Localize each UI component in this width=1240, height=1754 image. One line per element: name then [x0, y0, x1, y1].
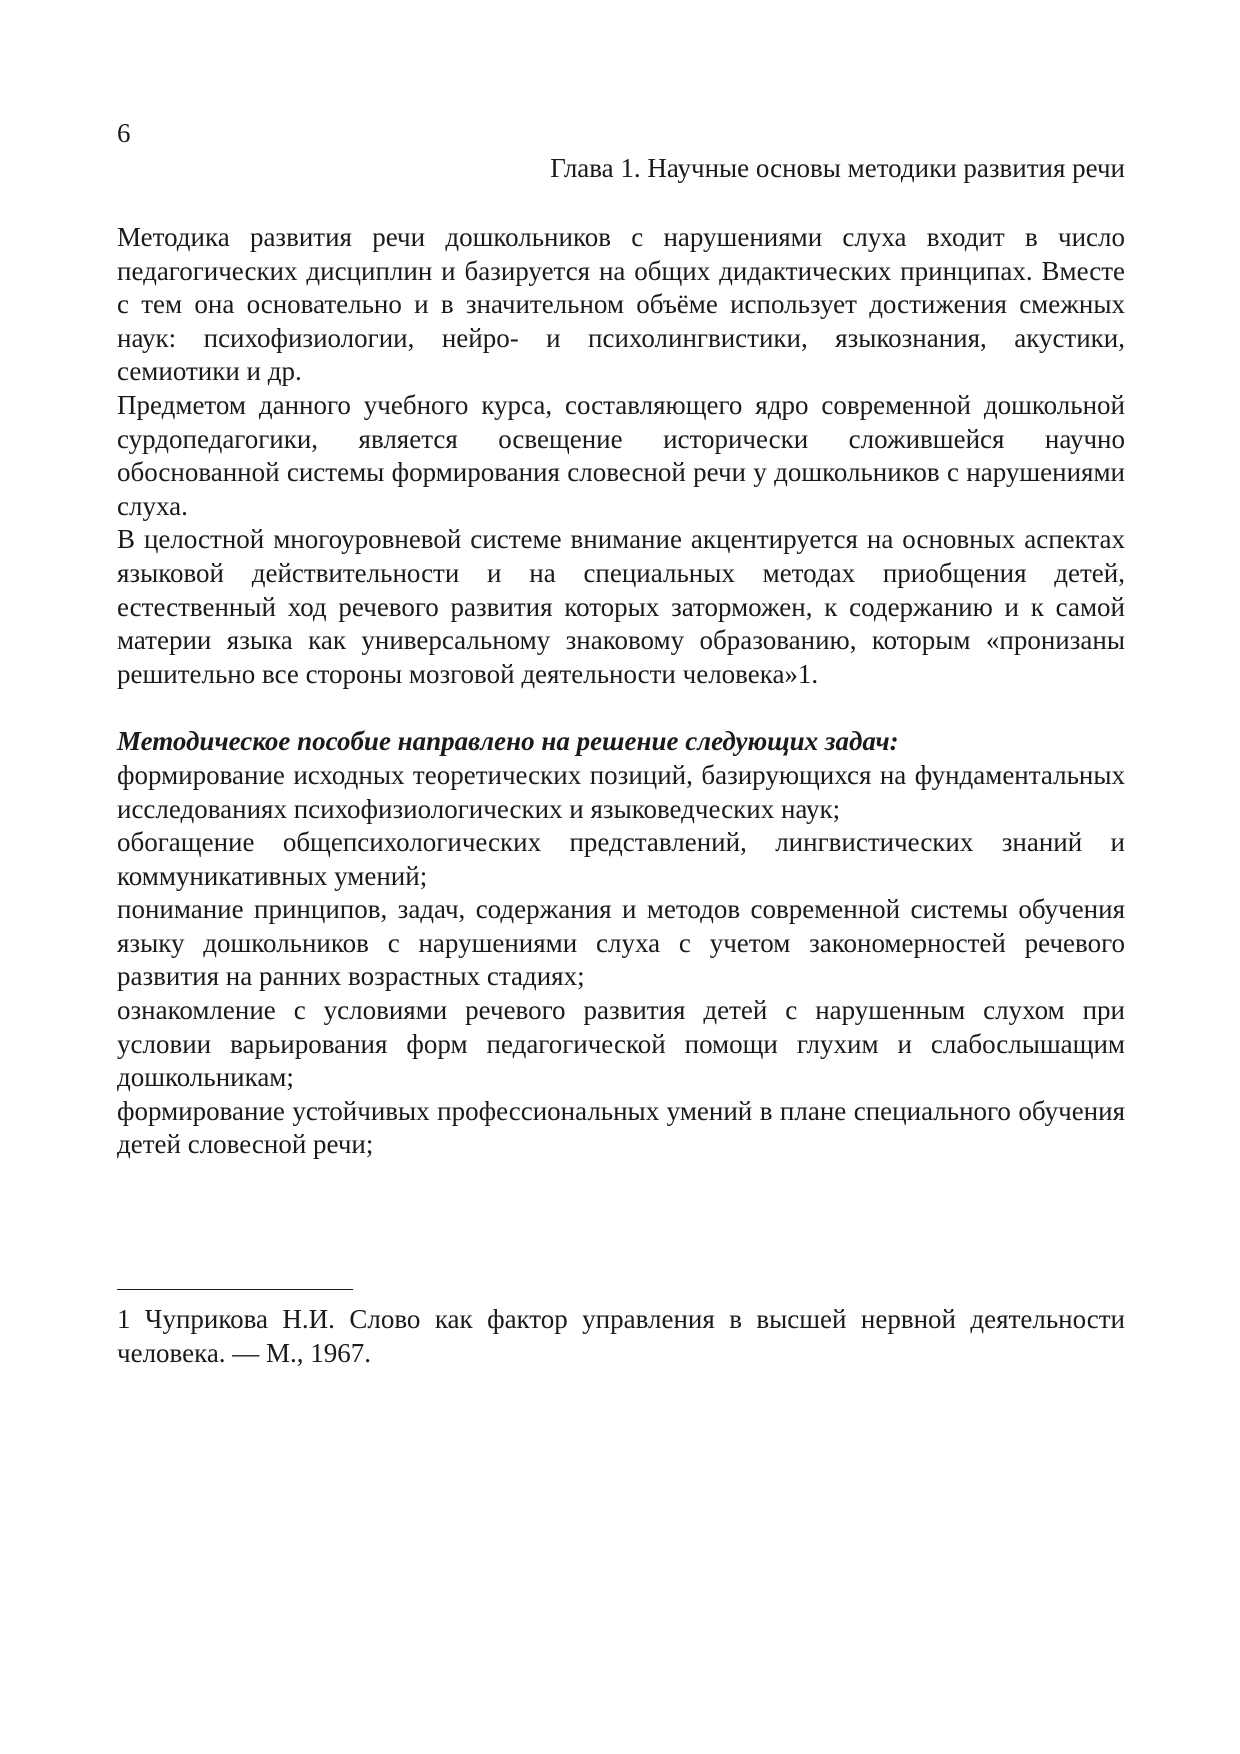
footnote-divider [117, 1289, 353, 1290]
footnote: 1 Чуприкова Н.И. Слово как фактор управления в высшей нервной деятельности человека. — М., 1967. [117, 1304, 1125, 1368]
paragraph-subject: Предметом данного учебного курса, составляющего ядро современной дошкольной сурдопедагогики, является освещение исторически сложившейся научно обоснованной системы формирования словесной речи у дошкольников с нарушениями слуха. [117, 389, 1125, 521]
task-item: формирование исходных теоретических позиций, базирующихся на фундаментальных исследованиях психофизиологических и языковедческих наук; [117, 759, 1125, 824]
task-item: обогащение общепсихологических представлений, лингвистических знаний и коммуникативных умений; [117, 827, 1125, 891]
running-header: Глава 1. Научные основы методики развития речи [550, 153, 1125, 183]
page-number: 6 [117, 118, 131, 148]
task-item: формирование устойчивых профессиональных умений в плане специального обучения детей словесной речи; [117, 1095, 1125, 1160]
body-text [117, 221, 1125, 1162]
task-item: ознакомление с условиями речевого развития детей с нарушенным слухом при условии варьирования форм педагогической помощи глухим и слабослышащим дошкольникам; [117, 995, 1125, 1093]
tasks-heading: Методическое пособие направлено на решение следующих задач: [117, 726, 899, 757]
paragraph-intro: Методика развития речи дошкольников с нарушениями слуха входит в число педагогических дисциплин и базируется на общих дидактических принципах. Вместе с тем она основательно и в значительном объёме использует достижения смежных наук: психофизиологии, нейро- и психолингвистики, языкознания, акустики, семиотики и др. [117, 222, 1125, 387]
task-item: понимание принципов, задач, содержания и методов современной системы обучения языку дошкольников с нарушениями слуха с учетом закономерностей речевого развития на ранних возрастных стадиях; [117, 894, 1125, 992]
paragraph-system: В целостной многоуровневой системе внимание акцентируется на основных аспектах языковой действительности и на специальных методах приобщения детей, естественный ход речевого развития которых заторможен, к содержанию и к самой материи языка как универсальному знаковому образованию, которым «пронизаны решительно все стороны мозговой деятельности человека»1. [117, 524, 1125, 689]
